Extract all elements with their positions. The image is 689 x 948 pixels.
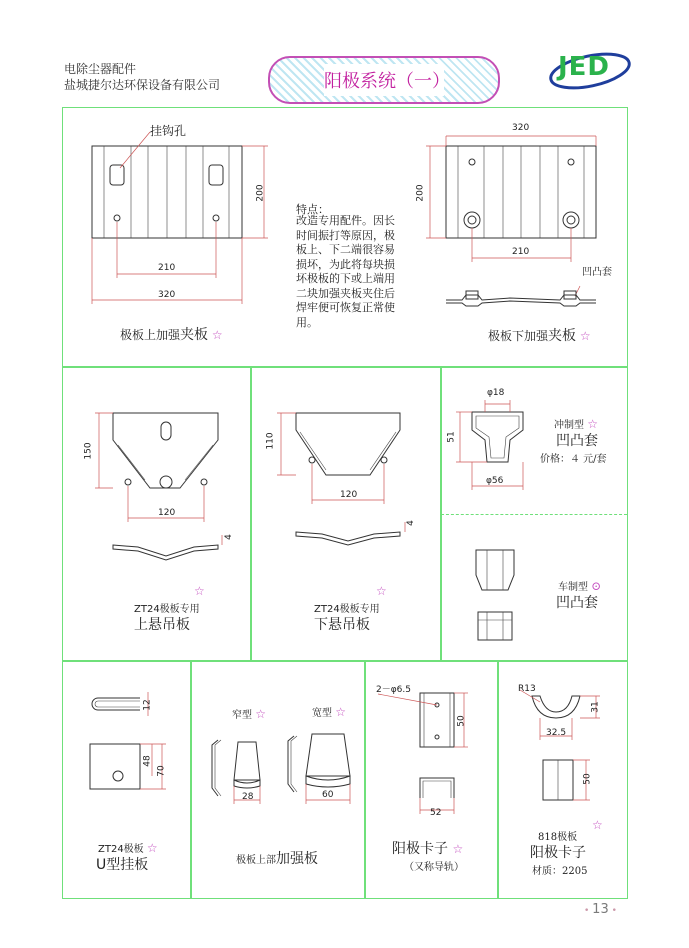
note-line: 坏极板的下或上端用: [296, 272, 395, 285]
caption-big: 夹板: [548, 328, 577, 344]
dim-210: 210: [512, 247, 530, 257]
dim-hole: 2－φ6.5: [376, 685, 411, 695]
dot-icon: •: [608, 906, 617, 916]
dim-32-5: 32.5: [546, 728, 567, 738]
dim-50: 50: [582, 773, 593, 785]
dim-r13: R13: [518, 684, 536, 694]
logo-text: JED: [558, 52, 611, 82]
star-icon: ☆: [579, 329, 591, 343]
dim-120: 120: [158, 508, 176, 518]
dim-12: 12: [142, 699, 153, 711]
note-line: 改造专用配件。因长: [296, 214, 395, 227]
dim-52: 52: [430, 808, 442, 818]
page-title: 阳极系统（一）: [324, 71, 450, 92]
caption-big: 夹板: [180, 327, 209, 343]
u-hanger-caption: U型挂板: [96, 857, 149, 873]
dot-icon: •: [584, 906, 593, 916]
star-icon: ☆: [146, 841, 158, 855]
star-icon: ☆: [211, 328, 223, 342]
dim-phi18: φ18: [487, 388, 505, 398]
note-line: 损坏，为此将每块损: [296, 257, 395, 271]
dim-120: 120: [340, 490, 358, 500]
caption-small: 极板下加强: [488, 329, 549, 343]
star-icon: ☆: [335, 705, 346, 719]
caption-small: ZT24极板专用: [134, 604, 200, 615]
caption-small: ZT24极板专用: [314, 604, 380, 615]
caption-small: 极板上部: [236, 855, 276, 866]
guide-clip-subtitle: （又称导轨）: [404, 862, 464, 873]
caption-big: 加强板: [276, 851, 318, 867]
star-icon: ☆: [255, 707, 266, 721]
star-icon: ☆: [376, 584, 387, 598]
stamped-sleeve-price: 价格：４ 元/套: [540, 454, 607, 465]
caption-small: ZT24极板: [98, 844, 144, 855]
star-icon: ☆: [587, 417, 598, 431]
type-label: 窄型: [232, 710, 252, 721]
dim-150: 150: [83, 442, 94, 460]
dim-31: 31: [590, 701, 601, 713]
dim-60: 60: [322, 790, 334, 800]
dim-210: 210: [158, 263, 176, 273]
clip-818-caption: 阳极卡子: [530, 845, 586, 861]
dim-320: 320: [158, 290, 176, 300]
company-name: 盐城捷尔达环保设备有限公司: [64, 78, 221, 92]
clip-818-caption-small: 818极板: [538, 832, 578, 843]
star-icon: ☆: [452, 842, 464, 856]
target-icon: ⊙: [591, 579, 602, 593]
type-label: 宽型: [312, 708, 332, 719]
dim-70: 70: [156, 765, 167, 777]
star-icon: ☆: [592, 818, 603, 832]
turned-sleeve-name: 凹凸套: [556, 595, 598, 611]
stamped-sleeve-name: 凹凸套: [556, 433, 598, 449]
dim-200: 200: [255, 184, 266, 202]
dim-110: 110: [265, 432, 276, 450]
note-line: 用。: [296, 315, 318, 329]
dim-50: 50: [456, 715, 467, 727]
caption-big: 阳极卡子: [392, 841, 448, 857]
note-line: 焊牢便可恢复正常使: [296, 301, 395, 314]
notes-title: 特点：: [296, 203, 329, 216]
dim-28: 28: [242, 792, 254, 802]
caption-small: 极板上加强: [120, 328, 181, 342]
lower-suspension-caption: 下悬吊板: [314, 617, 370, 633]
dim-320: 320: [512, 123, 530, 133]
dim-200: 200: [415, 184, 426, 202]
boss-sleeve-label: 凹凸套: [582, 267, 612, 278]
dim-4: 4: [405, 520, 416, 526]
note-line: 二块加强夹板夹住后: [296, 286, 395, 300]
clip-818-material: 材质：2205: [532, 866, 588, 877]
page-number-value: 13: [592, 902, 609, 917]
note-line: 板上、下二端很容易: [296, 243, 395, 256]
hook-hole-label: 挂钩孔: [150, 124, 187, 138]
dim-48: 48: [142, 755, 153, 767]
page-number: [584, 902, 617, 917]
dim-51: 51: [446, 431, 457, 443]
note-line: 时间振打等原因，极: [296, 228, 395, 242]
dim-phi56: φ56: [486, 476, 504, 486]
dim-4: 4: [223, 534, 234, 540]
type-label: 车制型: [558, 582, 588, 593]
upper-suspension-caption: 上悬吊板: [134, 617, 190, 633]
star-icon: ☆: [194, 584, 205, 598]
type-label: 冲制型: [554, 420, 584, 431]
company-product-line: 电除尘器配件: [64, 62, 137, 76]
